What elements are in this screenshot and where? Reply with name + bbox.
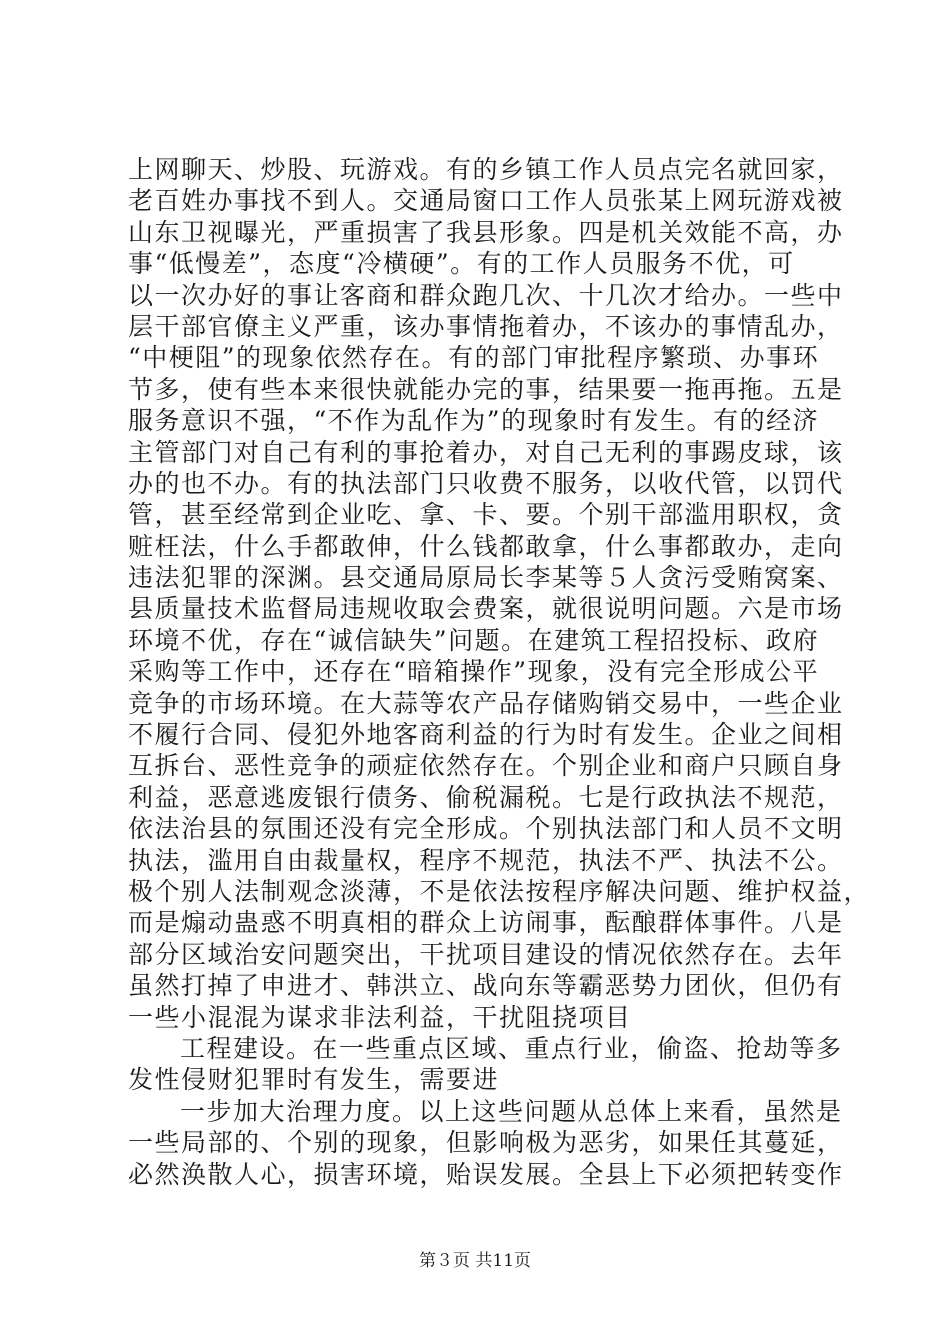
text-line: 依法治县的氛围还没有完全形成。个别执法部门和人员不文明 bbox=[128, 814, 844, 844]
text-line: 县质量技术监督局违规收取会费案，就很说明问题。六是市场 bbox=[128, 594, 844, 624]
text-line: 发性侵财犯罪时有发生，需要进 bbox=[128, 1065, 500, 1095]
text-line: 赃枉法，什么手都敢伸，什么钱都敢拿，什么事都敢办，走向 bbox=[128, 531, 844, 561]
text-line: 一些小混混为谋求非法利益，干扰阻挠项目 bbox=[128, 1002, 632, 1032]
text-line: 主管部门对自己有利的事抢着办，对自己无利的事踢皮球，该 bbox=[128, 437, 844, 467]
text-line: 一些局部的、个别的现象，但影响极为恶劣，如果任其蔓延， bbox=[128, 1128, 844, 1158]
text-line: 采购等工作中，还存在“暗箱操作”现象，没有完全形成公平 bbox=[128, 657, 820, 687]
text-line: 互拆台、恶性竞争的顽症依然存在。个别企业和商户只顾自身 bbox=[128, 751, 844, 781]
text-line: 利益，恶意逃废银行债务、偷税漏税。七是行政执法不规范， bbox=[128, 782, 844, 812]
text-line: 老百姓办事找不到人。交通局窗口工作人员张某上网玩游戏被 bbox=[128, 186, 844, 216]
page-footer bbox=[0, 1246, 950, 1271]
text-line: 而是煽动蛊惑不明真相的群众上访闹事，酝酿群体事件。八是 bbox=[128, 908, 844, 938]
page-number-label: 第３页 共11页 bbox=[418, 1251, 532, 1271]
text-line: 违法犯罪的深渊。县交通局原局长李某等５人贪污受贿窝案、 bbox=[128, 563, 844, 593]
text-line: 层干部官僚主义严重，该办事情拖着办，不该办的事情乱办， bbox=[128, 311, 844, 341]
text-line: 工程建设。在一些重点区域、重点行业，偷盗、抢劫等多 bbox=[180, 1033, 843, 1063]
text-line: 管，甚至经常到企业吃、拿、卡、要。个别干部滥用职权，贪 bbox=[128, 500, 844, 530]
text-line: 执法，滥用自由裁量权，程序不规范，执法不严、执法不公。 bbox=[128, 845, 844, 875]
text-line: 虽然打掉了申进才、韩洪立、战向东等霸恶势力团伙，但仍有 bbox=[128, 971, 844, 1001]
text-line: 节多，使有些本来很快就能办完的事，结果要一拖再拖。五是 bbox=[128, 374, 844, 404]
text-line: 山东卫视曝光，严重损害了我县形象。四是机关效能不高，办 bbox=[128, 217, 844, 247]
text-line: 服务意识不强，“不作为乱作为”的现象时有发生。有的经济 bbox=[128, 406, 820, 436]
text-line: 极个别人法制观念淡薄，不是依法按程序解决问题、维护权益， bbox=[128, 876, 871, 906]
text-line: 环境不优，存在“诚信缺失”问题。在建筑工程招投标、政府 bbox=[128, 625, 820, 655]
text-line: 必然涣散人心，损害环境，贻误发展。全县上下必须把转变作 bbox=[128, 1159, 844, 1189]
text-line: 部分区域治安问题突出，干扰项目建设的情况依然存在。去年 bbox=[128, 939, 844, 969]
text-line: 以一次办好的事让客商和群众跑几次、十几次才给办。一些中 bbox=[128, 280, 844, 310]
text-line: “中梗阻”的现象依然存在。有的部门审批程序繁琐、办事环 bbox=[128, 343, 820, 373]
text-line: 不履行合同、侵犯外地客商利益的行为时有发生。企业之间相 bbox=[128, 720, 844, 750]
text-line: 竞争的市场环境。在大蒜等农产品存储购销交易中，一些企业 bbox=[128, 688, 844, 718]
text-line: 上网聊天、炒股、玩游戏。有的乡镇工作人员点完名就回家， bbox=[128, 155, 844, 184]
text-line: 事“低慢差”，态度“冷横硬”。有的工作人员服务不优，可 bbox=[128, 249, 795, 279]
text-line: 办的也不办。有的执法部门只收费不服务，以收代管，以罚代 bbox=[128, 468, 844, 498]
text-line: 一步加大治理力度。以上这些问题从总体上来看，虽然是 bbox=[180, 1096, 843, 1126]
body-text bbox=[128, 154, 871, 1190]
